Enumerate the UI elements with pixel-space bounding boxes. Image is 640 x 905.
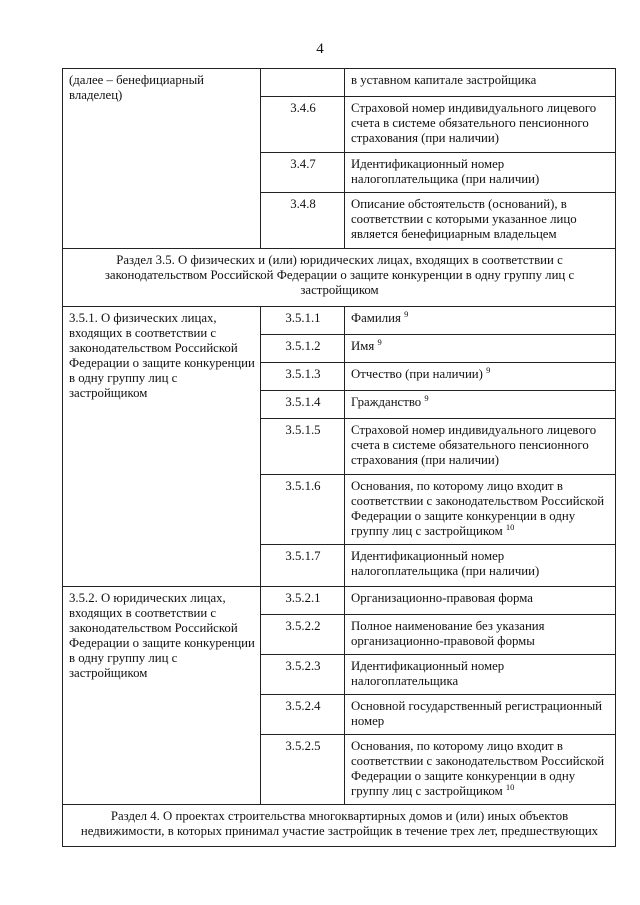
table-row [63, 587, 616, 615]
row-number: 3.4.7 [261, 153, 345, 193]
row-text: Идентификационный номер налогоплательщика (при наличии) [345, 545, 616, 587]
footnote-ref: 10 [505, 782, 515, 792]
table-row [63, 307, 616, 335]
section-header-row [63, 249, 616, 307]
row-text-cell [345, 391, 616, 419]
beneficiary-label-cell [63, 69, 261, 249]
row-number: 3.5.2.5 [261, 735, 345, 805]
row-text: Организационно-правовая форма [345, 587, 616, 615]
row-number: 3.5.1.7 [261, 545, 345, 587]
row-text: Идентификационный номер налогоплательщика [345, 655, 616, 695]
row-text: в уставном капитале застройщика [345, 69, 616, 97]
group-3-5-1-label: 3.5.1. О физических лицах, входящих в соответствии с законодательством Российской Федерации о защите конкуренции в одну группу лиц с застройщиком [69, 311, 255, 400]
section-4-heading: Раздел 4. О проектах строительства многоквартирных домов и (или) иных объектов недвижимости, в которых принимал участие застройщик в течение трех лет, предшествующих [63, 805, 616, 847]
row-number: 3.5.2.3 [261, 655, 345, 695]
footnote-ref: 9 [404, 309, 409, 319]
section-3-5-heading: Раздел 3.5. О физических и (или) юридических лицах, входящих в соответствии с законодательством Российской Федерации о защите конкуренции в одну группу лиц с застройщиком [63, 249, 616, 307]
row-number: 3.5.2.2 [261, 615, 345, 655]
group-3-5-2-label-cell [63, 587, 261, 805]
row-number: 3.5.2.4 [261, 695, 345, 735]
row-text: Имя [351, 339, 375, 353]
row-number: 3.5.1.4 [261, 391, 345, 419]
row-number: 3.5.1.1 [261, 307, 345, 335]
table-row [63, 69, 616, 97]
row-text-cell [345, 307, 616, 335]
row-text-cell [345, 335, 616, 363]
row-number: 3.5.1.6 [261, 475, 345, 545]
row-number: 3.5.1.2 [261, 335, 345, 363]
row-number: 3.5.1.5 [261, 419, 345, 475]
row-text: Полное наименование без указания организационно-правовой формы [345, 615, 616, 655]
row-text: Основания, по которому лицо входит в соответствии с законодательством Российской Федерации о защите конкуренции в одну группу лиц с застройщиком [351, 739, 605, 798]
row-number: 3.4.8 [261, 193, 345, 249]
row-text: Описание обстоятельств (оснований), в соответствии с которыми указанное лицо является бенефициарным владельцем [345, 193, 616, 249]
row-text: Основной государственный регистрационный номер [345, 695, 616, 735]
row-text: Страховой номер индивидуального лицевого счета в системе обязательного пенсионного страхования (при наличии) [345, 97, 616, 153]
row-text-cell [345, 363, 616, 391]
row-number: 3.5.1.3 [261, 363, 345, 391]
number-cell-empty [261, 69, 345, 97]
row-number: 3.5.2.1 [261, 587, 345, 615]
row-text: Основания, по которому лицо входит в соответствии с законодательством Российской Федерации о защите конкуренции в одну группу лиц с застройщиком [351, 479, 605, 538]
footnote-ref: 9 [377, 337, 382, 347]
page-number: 4 [316, 41, 324, 57]
row-number: 3.4.6 [261, 97, 345, 153]
footnote-ref: 9 [486, 365, 491, 375]
section-header-row [63, 805, 616, 847]
row-text: Идентификационный номер налогоплательщика (при наличии) [345, 153, 616, 193]
row-text-cell [345, 475, 616, 545]
group-3-5-1-label-cell [63, 307, 261, 587]
row-text-cell [345, 735, 616, 805]
row-text: Страховой номер индивидуального лицевого счета в системе обязательного пенсионного страхования (при наличии) [345, 419, 616, 475]
footnote-ref: 10 [505, 522, 515, 532]
row-text: Фамилия [351, 311, 401, 325]
footnote-ref: 9 [424, 393, 429, 403]
row-text: Гражданство [351, 395, 422, 409]
group-3-5-2-label: 3.5.2. О юридических лицах, входящих в соответствии с законодательством Российской Федерации о защите конкуренции в одну группу лиц с застройщиком [69, 591, 255, 680]
row-text: Отчество (при наличии) [351, 367, 483, 381]
beneficiary-label: (далее – бенефициарный владелец) [69, 73, 205, 102]
form-table [62, 68, 616, 847]
